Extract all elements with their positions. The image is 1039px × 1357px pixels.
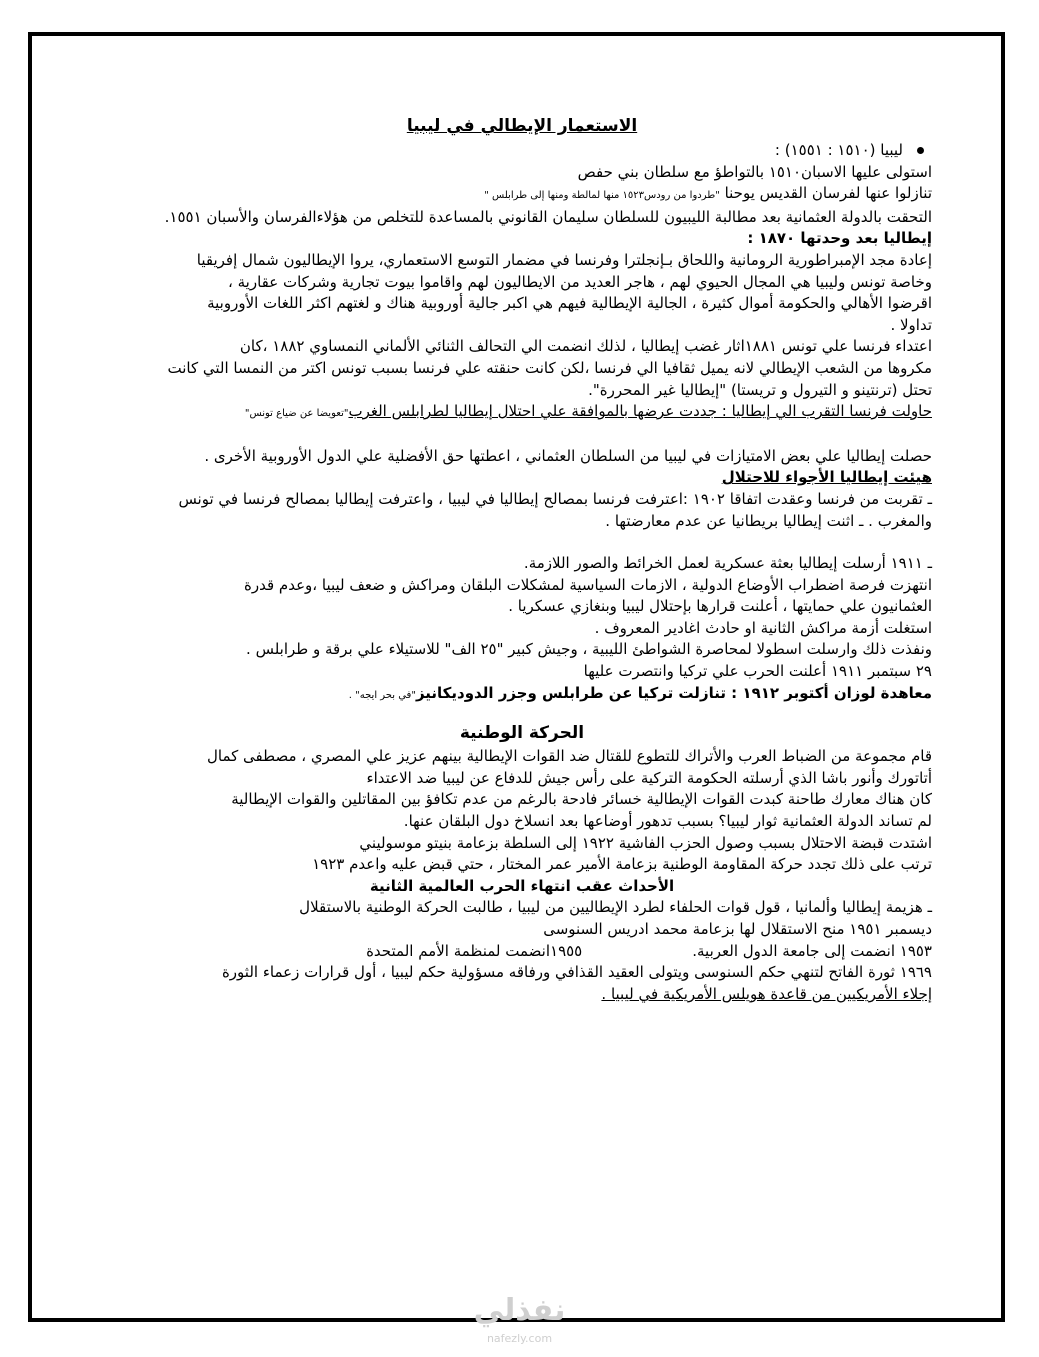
document-body [112,112,932,1005]
text-line: استغلت أزمة مراكش الثانية او حادث اغادير المعروف . [594,618,932,637]
section-heading: الأحداث عقب انتهاء الحرب العالمية الثانية [369,876,675,895]
text-line: حاولت فرنسا التقرب الي إيطاليا : جددت عرضها بالموافقة علي احتلال إيطاليا لطرابلس الغرب"تعويضا عن ضياع تونس" [244,402,932,421]
text-line: تحتل (ترنتينو و التيرول و تريستا) "إيطاليا غير المحررة". [588,380,932,399]
text-line: تنازلوا عنها لفرسان القديس يوحنا "طردوا من رودس١٥٢٣ منها لمالطة ومنها إلى طرابلس " [484,184,932,203]
bullet-item: ليبيا (١٥١٠ : ١٥٥١) : [112,140,932,162]
text-line: ١٩٥٣ انضمت إلى جامعة الدول العربية.١٩٥٥انضمت لمنظمة الأمم المتحدة [366,941,932,960]
text-line: إجلاء الأمريكيين من قاعدة هويلس الأمريكية في ليبيا . [601,984,932,1003]
text-line: استولى عليها الاسبان١٥١٠ بالتواطؤ مع سلطان بني حفص [577,162,932,181]
text-line: ديسمبر ١٩٥١ منح الاستقلال لها بزعامة محمد ادريس السنوسى [543,920,932,938]
text-line: التحقت بالدولة العثمانية بعد مطالبة الليبيون للسلطان سليمان القانوني بالمساعدة للتخلص من هؤلاءالفرسان والأسبان ١٥٥١. [164,207,932,226]
text-line: ـ ١٩١١ أرسلت إيطاليا بعثة عسكرية لعمل الخرائط والصور اللازمة. [523,554,932,573]
page-title: الاستعمار الإيطالي في ليبيا [406,116,638,136]
text-line: معاهدة لوزان أكتوبر ١٩١٢ : تنازلت تركيا عن طرابلس وجزر الدوديكانيز"في بحر ايجه" . [348,683,932,702]
text-line: حصلت إيطاليا علي بعض الامتيازات في ليبيا من السلطان العثماني ، اعطتها حق الأفضلية علي الدول الأوروبية الأخرى . [204,446,932,465]
text-line: ترتب على ذلك تجدد حركة المقاومة الوطنية بزعامة الأمير عمر المختار ، حتي قبض عليه واعدم ١٩٢٣ [312,855,932,874]
watermark-site: nafezly.com [486,1332,553,1345]
text-line: قام مجموعة من الضباط العرب والأتراك للتطوع للقتال ضد القوات الإيطالية بينهم عزيز علي المصري ، مصطفى كمال [207,747,932,766]
text-line: وخاصة تونس وليبيا هي المجال الحيوي لهم ، هاجر العديد من الايطاليون لهم واقاموا بيوت تجارية وشركات عقارية ، [228,272,932,291]
footnote: "طردوا من رودس١٥٢٣ منها لمالطة ومنها إلى طرابلس " [484,190,720,202]
section-heading: إيطاليا بعد وحدتها ١٨٧٠ : [747,229,932,248]
text-line: والمغرب . ـ اثنت إيطاليا بريطانيا عن عدم معارضتها . [605,511,932,530]
text-line: ٢٩ سبتمبر ١٩١١ أعلنت الحرب علي تركيا وانتصرت عليها [583,662,932,681]
text-line: اقرضوا الأهالي والحكومة أموال كثيرة ، الجالية الإيطالية فيهم هي اكبر جالية أوروبية هناك و لغتهم اكثر اللغات الأوروبية [207,294,932,313]
section-title: الحركة الوطنية [459,723,585,744]
text-line: ١٩٦٩ ثورة الفاتح لتنهي حكم السنوسى ويتولى العقيد القذافي ورفاقه مسؤولية حكم ليبيا ، أول قرارات زعماء الثورة [221,963,932,982]
text-line: ـ هزيمة إيطاليا وألمانيا ، قول قوات الحلفاء لطرد الإيطاليين من ليبيا ، طالبت الحركة الوطنية بالاستقلال [299,898,932,917]
text-line: لم تساند الدولة العثمانية ثوار ليبيا؟ بسبب تدهور أوضاعها بعد انسلاخ دول البلقان عنها. [403,812,932,831]
watermark-logo: نفذلي [473,1293,566,1328]
bullet-icon [917,147,924,154]
section-heading: هيئت إيطاليا الأجواء للاحتلال [721,468,932,487]
text-line: انتهزت فرصة اضطراب الأوضاع الدولية ، الازمات السياسية لمشكلات البلقان ومراكش و ضعف ليبيا ،وعدم قدرة [244,575,932,594]
text-line: العثمانيون علي حمايتها ، أعلنت قرارها بإحتلال ليبيا وبنغازي عسكريا . [508,597,932,616]
footnote: "في بحر ايجه" . [348,689,416,701]
footnote: "تعويضا عن ضياع تونس" [244,408,349,420]
text-line: تداولا . [890,315,932,334]
text-line: مكروها من الشعب الإيطالي لانه يميل ثقافيا الي فرنسا ،لكن كانت حنقته علي فرنسا بسبب تونس اكتر من النمسا التي كانت [167,358,932,377]
text-line: أتاتورك وأنور باشا الذي أرسلته الحكومة التركية على رأس جيش للدفاع عن ليبيا ضد الاعتداء [366,768,932,787]
text-line: إعادة مجد الإمبراطورية الرومانية واللحاق بـإنجلترا وفرنسا في مضمار التوسع الاستعماري، يروا الإيطاليون شمال إفريقيا [196,250,932,269]
text-line: كان هناك معارك طاحنة كبدت القوات الإيطالية خسائر فادحة بالرغم من عدم تكافؤ بين المقاتلين والقوات الإيطالية [231,790,932,809]
text-line: اعتداء فرنسا علي تونس ١٨٨١اثار غضب إيطاليا ، لذلك انضمت الي التحالف الثنائي الألماني النمساوي ١٨٨٢ ،كان [239,337,932,356]
text-line: اشتدت قبضة الاحتلال بسبب وصول الحزب الفاشية ١٩٢٢ إلى السلطة بزعامة بنيتو موسوليني [359,833,932,852]
text-line: ونفذت ذلك وارسلت اسطولا لمحاصرة الشواطئ الليبية ، وجيش كبير "٢٥ الف" للاستيلاء علي برقة و طرابلس . [246,640,932,659]
text-line: ـ تقربت من فرنسا وعقدت اتفاقا ١٩٠٢ :اعترفت فرنسا بمصالح إيطاليا في ليبيا ، واعترفت إيطاليا بمصالح فرنسا في تونس [178,489,932,508]
